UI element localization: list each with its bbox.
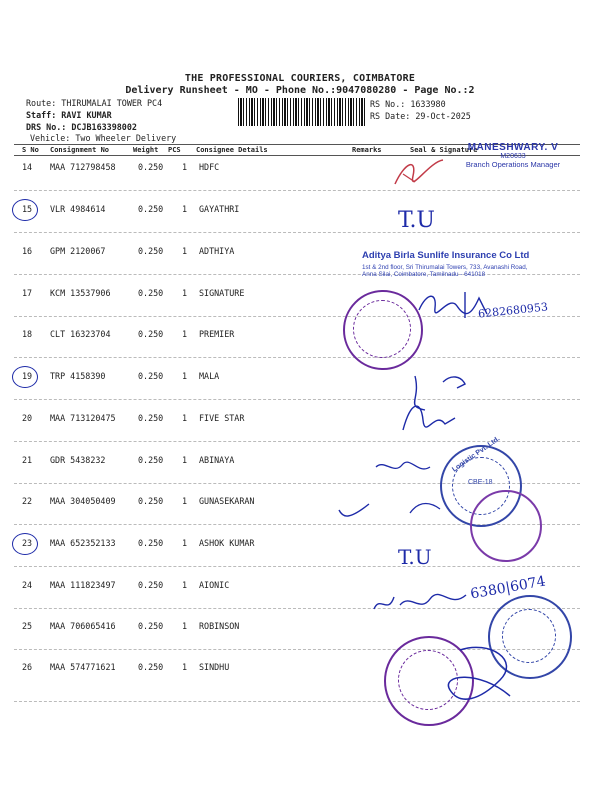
- row-weight: 0.250: [138, 246, 164, 256]
- manager-title: Branch Operations Manager: [465, 160, 561, 169]
- document-subtitle: Delivery Runsheet - MO - Phone No.:9047080280 - Page No.:2: [125, 85, 475, 96]
- row-sno: 14: [22, 162, 33, 172]
- row-pcs: 1: [182, 621, 188, 631]
- row-divider: [14, 357, 580, 358]
- row-sno: 19: [22, 371, 33, 381]
- row-sno: 20: [22, 413, 33, 423]
- row-pcs: 1: [182, 538, 188, 548]
- row-consignee: GUNASEKARAN: [199, 496, 255, 506]
- row-pcs: 1: [182, 204, 188, 214]
- row-consignee: ASHOK KUMAR: [199, 538, 255, 548]
- barcode: [238, 98, 366, 126]
- ink-circle-19: [12, 366, 38, 388]
- row-consignment: VLR 4984614: [50, 204, 106, 214]
- row-consignee: AIONIC: [199, 580, 230, 590]
- row-sno: 15: [22, 204, 33, 214]
- row-divider: [14, 232, 580, 233]
- ink-circle-23: [12, 533, 38, 555]
- row-consignment: KCM 13537906: [50, 288, 111, 298]
- row-consignee: MALA: [199, 371, 220, 381]
- row-weight: 0.250: [138, 580, 164, 590]
- row-pcs: 1: [182, 371, 188, 381]
- row-weight: 0.250: [138, 662, 164, 672]
- row-weight: 0.250: [138, 413, 164, 423]
- signature-mark: [385, 152, 455, 194]
- logistic-stamp-text: Logistic Pvt. Ltd.: [451, 435, 502, 474]
- document-title: THE PROFESSIONAL COURIERS, COIMBATORE: [184, 73, 416, 84]
- drs-label: DRS No.: DCJB163398002: [26, 122, 137, 132]
- row-pcs: 1: [182, 496, 188, 506]
- manager-code: M20633: [500, 153, 526, 160]
- row-consignment: MAA 111823497: [50, 580, 116, 590]
- row-consignment: TRP 4158390: [50, 371, 106, 381]
- row-weight: 0.250: [138, 455, 164, 465]
- row-consignee: SINDHU: [199, 662, 230, 672]
- row-consignee: ABINAYA: [199, 455, 235, 465]
- row-pcs: 1: [182, 662, 188, 672]
- row-sno: 25: [22, 621, 33, 631]
- row-consignee: HDFC: [199, 162, 220, 172]
- row-sno: 22: [22, 496, 33, 506]
- round-seal-inner: [353, 300, 411, 358]
- row-consignee: ADTHIYA: [199, 246, 235, 256]
- row-consignee: GAYATHRI: [199, 204, 240, 214]
- handwritten-tu: T.U: [398, 208, 435, 233]
- row-weight: 0.250: [138, 288, 164, 298]
- col-sno: S No: [22, 146, 39, 154]
- row-consignment: MAA 712798458: [50, 162, 116, 172]
- col-weight: Weight: [133, 146, 159, 154]
- handwritten-phone: 6380|6074: [469, 573, 547, 603]
- row-pcs: 1: [182, 580, 188, 590]
- row-pcs: 1: [182, 246, 188, 256]
- row-pcs: 1: [182, 455, 188, 465]
- row-weight: 0.250: [138, 621, 164, 631]
- row-pcs: 1: [182, 413, 188, 423]
- row-consignment: MAA 652352133: [50, 538, 116, 548]
- handwritten-phone: 6282680953: [477, 300, 549, 321]
- row-sno: 21: [22, 455, 33, 465]
- insurer-name: Aditya Birla Sunlife Insurance Co Ltd: [362, 250, 530, 261]
- insurer-address-2: Anna Silai, Coimbatore, Tamilnadu - 641018: [362, 271, 486, 278]
- row-consignment: GDR 5438232: [50, 455, 106, 465]
- vehicle-label: Vehicle: Two Wheeler Delivery: [30, 133, 177, 143]
- col-pcs: PCS: [168, 146, 181, 154]
- row-pcs: 1: [182, 288, 188, 298]
- row-consignee: FIVE STAR: [199, 413, 245, 423]
- manager-stamp: [448, 142, 578, 169]
- row-consignee: ROBINSON: [199, 621, 240, 631]
- signature-scribble: [440, 640, 530, 710]
- rs-number: RS No.: 1633980: [370, 99, 446, 109]
- handwritten-tu: T.U: [398, 545, 432, 569]
- row-weight: 0.250: [138, 162, 164, 172]
- signature-scribble: [370, 455, 450, 525]
- round-seal-stamp: [343, 290, 423, 370]
- row-consignment: CLT 16323704: [50, 329, 111, 339]
- signature-scribble: [370, 585, 480, 625]
- signature-scribble: [415, 288, 505, 324]
- row-divider: [14, 566, 580, 567]
- col-consignee: Consignee Details: [196, 146, 268, 154]
- col-seal: Seal & Signature: [410, 146, 478, 154]
- row-sno: 26: [22, 662, 33, 672]
- row-sno: 23: [22, 538, 33, 548]
- row-weight: 0.250: [138, 329, 164, 339]
- signature-scribble: [395, 370, 505, 440]
- logistic-stamp-code: CBE-18: [468, 479, 493, 486]
- row-weight: 0.250: [138, 204, 164, 214]
- row-sno: 17: [22, 288, 33, 298]
- row-sno: 18: [22, 329, 33, 339]
- row-consignment: GPM 2120067: [50, 246, 106, 256]
- col-consignment: Consignment No: [50, 146, 110, 154]
- row-divider: [14, 190, 580, 191]
- row-consignee: SIGNATURE: [199, 288, 245, 298]
- row-divider: [14, 608, 580, 609]
- staff-label: Staff: RAVI KUMAR: [26, 110, 112, 120]
- row-weight: 0.250: [138, 538, 164, 548]
- row-consignment: MAA 713120475: [50, 413, 116, 423]
- col-remarks: Remarks: [352, 146, 382, 154]
- insurer-stamp: [362, 250, 577, 278]
- insurer-address-1: 1st & 2nd floor, Sri Thirumalai Towers, 733, Avanashi Road,: [362, 264, 528, 271]
- row-consignment: MAA 574771621: [50, 662, 116, 672]
- row-sno: 16: [22, 246, 33, 256]
- manager-name: MANESHWARY. V: [467, 142, 559, 153]
- row-weight: 0.250: [138, 496, 164, 506]
- round-seal-stamp: [470, 490, 542, 562]
- row-pcs: 1: [182, 329, 188, 339]
- row-sno: 24: [22, 580, 33, 590]
- tick-mark: [335, 500, 375, 524]
- row-consignee: PREMIER: [199, 329, 235, 339]
- ink-circle-15: [12, 199, 38, 221]
- rs-date: RS Date: 29-Oct-2025: [370, 111, 471, 121]
- row-weight: 0.250: [138, 371, 164, 381]
- route-label: Route: THIRUMALAI TOWER PC4: [26, 98, 163, 108]
- row-consignment: MAA 304050409: [50, 496, 116, 506]
- row-pcs: 1: [182, 162, 188, 172]
- row-consignment: MAA 706065416: [50, 621, 116, 631]
